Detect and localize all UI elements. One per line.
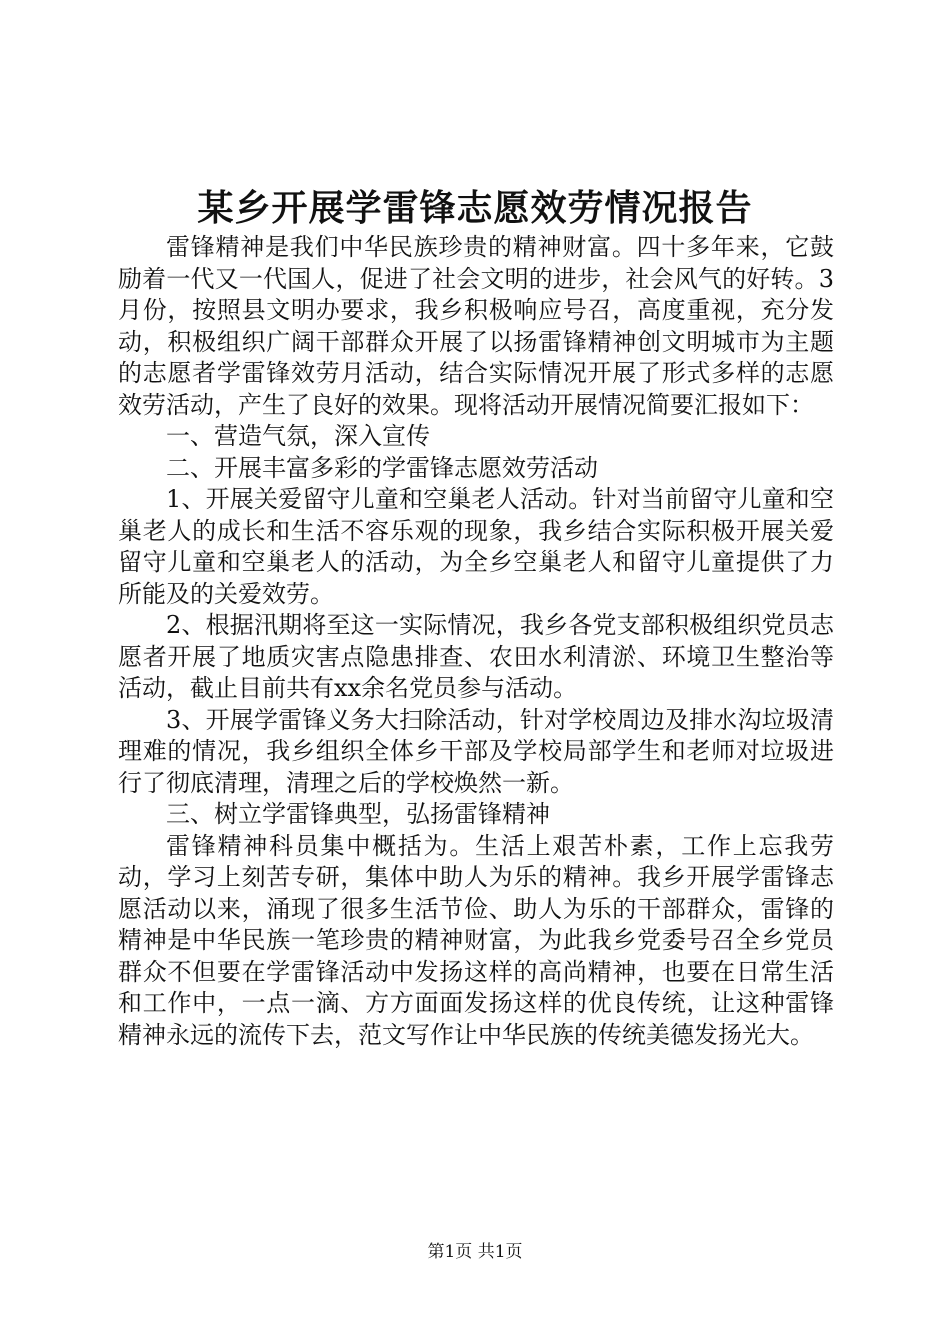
intro-paragraph: 雷锋精神是我们中华民族珍贵的精神财富。四十多年来，它鼓励着一代又一代国人，促进了社会文明的进步，社会风气的好转。3月份，按照县文明办要求，我乡积极响应号召，高度重视，充分发动，积极组织广阔干部群众开展了以扬雷锋精神创文明城市为主题的志愿者学雷锋效劳月活动，结合实际情况开展了形式多样的志愿效劳活动，产生了良好的效果。现将活动开展情况简要汇报如下： bbox=[118, 233, 834, 419]
activity-paragraph-1: 1、开展关爱留守儿童和空巢老人活动。针对当前留守儿童和空巢老人的成长和生活不容乐观的现象，我乡结合实际积极开展关爱留守儿童和空巢老人的活动，为全乡空巢老人和留守儿童提供了力所能及的关爱效劳。 bbox=[118, 485, 834, 608]
document-title: 某乡开展学雷锋志愿效劳情况报告 bbox=[197, 187, 753, 229]
document-body bbox=[118, 232, 834, 1051]
activity-paragraph-3: 3、开展学雷锋义务大扫除活动，针对学校周边及排水沟垃圾清理难的情况，我乡组织全体乡干部及学校局部学生和老师对垃圾进行了彻底清理，清理之后的学校焕然一新。 bbox=[118, 705, 834, 797]
page-number-footer: 第1页 共1页 bbox=[427, 1242, 523, 1262]
section-heading-3: 三、树立学雷锋典型，弘扬雷锋精神 bbox=[166, 800, 550, 828]
activity-paragraph-2: 2、根据汛期将至这一实际情况，我乡各党支部积极组织党员志愿者开展了地质灾害点隐患排查、农田水利清淤、环境卫生整治等活动，截止目前共有xx余名党员参与活动。 bbox=[118, 611, 834, 702]
section-heading-2: 二、开展丰富多彩的学雷锋志愿效劳活动 bbox=[166, 453, 598, 482]
conclusion-paragraph: 雷锋精神科员集中概括为。生活上艰苦朴素，工作上忘我劳动，学习上刻苦专研，集体中助人为乐的精神。我乡开展学雷锋志愿活动以来，涌现了很多生活节俭、助人为乐的干部群众，雷锋的精神是中华民族一笔珍贵的精神财富，为此我乡党委号召全乡党员群众不但要在学雷锋活动中发扬这样的高尚精神，也要在日常生活和工作中，一点一滴、方方面面发扬这样的优良传统，让这种雷锋精神永远的流传下去，范文写作让中华民族的传统美德发扬光大。 bbox=[118, 831, 834, 1049]
section-heading-1: 一、营造气氛，深入宣传 bbox=[166, 422, 430, 450]
